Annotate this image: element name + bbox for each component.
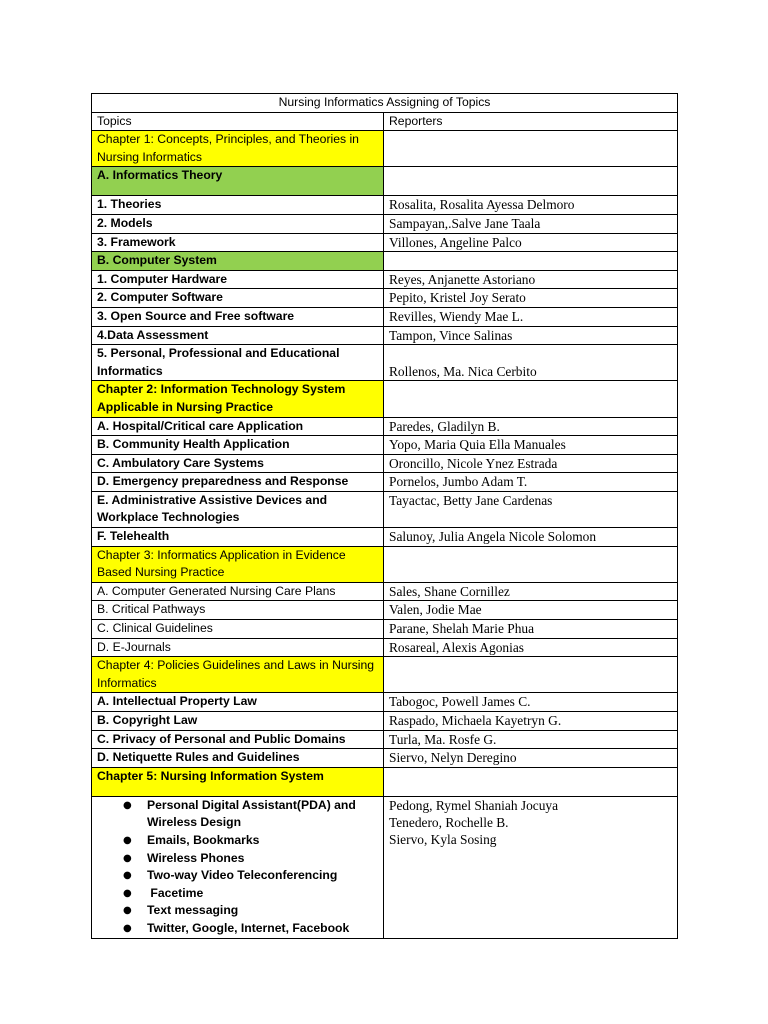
table-title: Nursing Informatics Assigning of Topics [92,94,678,113]
reporter-name: Tenedero, Rochelle B. [389,814,509,830]
reporter-cell: Revilles, Wiendy Mae L. [384,307,678,326]
section-row [92,252,678,271]
chapter-row [92,381,678,417]
topic-cell: A. Hospital/Critical care Application [92,417,384,436]
chapter-heading: Chapter 3: Informatics Application in Evidence Based Nursing Practice [92,546,384,582]
bullet-text: Wireless Phones [147,850,245,865]
table-row [92,528,678,547]
list-item [123,832,378,850]
table-row [92,417,678,436]
reporter-cell [384,167,678,196]
list-item [123,902,378,920]
bullet-text: Text messaging [147,903,239,918]
reporter-cell: Paredes, Gladilyn B. [384,417,678,436]
table-row [92,214,678,233]
table-row [92,730,678,749]
reporter-name: Siervo, Kyla Sosing [389,831,497,847]
bullet-icon: ● [123,905,132,917]
topic-cell: B. Community Health Application [92,436,384,455]
reporter-cell: Pornelos, Jumbo Adam T. [384,473,678,492]
topic-cell: 2. Models [92,214,384,233]
reporter-cell: Reyes, Anjanette Astoriano [384,270,678,289]
topic-cell: 1. Computer Hardware [92,270,384,289]
reporter-cell: Sampayan,.Salve Jane Taala [384,214,678,233]
reporter-cell: Rosalita, Rosalita Ayessa Delmoro [384,196,678,215]
chapter-row [92,131,678,167]
reporter-cell: Villones, Angeline Palco [384,233,678,252]
reporter-cell [384,657,678,693]
topic-cell: E. Administrative Assistive Devices and Workplace Technologies [92,491,384,527]
reporter-cell: Turla, Ma. Rosfe G. [384,730,678,749]
table-row [92,196,678,215]
reporter-cell [384,381,678,417]
bullet-text: Personal Digital Assistant(PDA) and Wireless Design [147,797,356,830]
table-row [92,345,678,381]
table-row [92,473,678,492]
reporters-header: Reporters [384,112,678,131]
list-item [123,920,378,938]
topic-cell: C. Clinical Guidelines [92,620,384,639]
bullet-icon: ● [123,887,132,899]
reporter-cell: Tampon, Vince Salinas [384,326,678,345]
reporter-cell: Valen, Jodie Mae [384,601,678,620]
reporter-cell: Raspado, Michaela Kayetryn G. [384,712,678,731]
section-heading: A. Informatics Theory [92,167,384,196]
bullet-icon: ● [123,922,132,934]
chapter-heading: Chapter 1: Concepts, Principles, and Theories in Nursing Informatics [92,131,384,167]
reporter-cell: Sales, Shane Cornillez [384,582,678,601]
bullet-list [97,797,378,938]
topic-cell: B. Copyright Law [92,712,384,731]
topic-cell: C. Privacy of Personal and Public Domains [92,730,384,749]
list-item [123,850,378,868]
reporter-cell: Oroncillo, Nicole Ynez Estrada [384,454,678,473]
topic-cell: 4.Data Assessment [92,326,384,345]
bullet-icon: ● [123,799,132,811]
topic-cell: A. Intellectual Property Law [92,693,384,712]
reporter-cell: Yopo, Maria Quia Ella Manuales [384,436,678,455]
reporter-cell [384,767,678,796]
section-heading: B. Computer System [92,252,384,271]
topic-cell: B. Critical Pathways [92,601,384,620]
topic-cell: 1. Theories [92,196,384,215]
reporter-cell: Tabogoc, Powell James C. [384,693,678,712]
section-row [92,167,678,196]
bullet-text: Two-way Video Teleconferencing [147,868,338,883]
reporter-cell [384,252,678,271]
table-header-row [92,112,678,131]
table-row [92,454,678,473]
chapter-row [92,767,678,796]
table-row [92,582,678,601]
table-row [92,712,678,731]
topic-cell: A. Computer Generated Nursing Care Plans [92,582,384,601]
bullet-text: Facetime [147,885,204,900]
table-row [92,233,678,252]
reporter-cell: Siervo, Nelyn Deregino [384,749,678,768]
table-row [92,289,678,308]
bullet-topics-cell [92,796,384,938]
topic-cell: C. Ambulatory Care Systems [92,454,384,473]
topic-cell: D. Netiquette Rules and Guidelines [92,749,384,768]
reporter-cell: Tayactac, Betty Jane Cardenas [384,491,678,527]
reporter-cluster-cell [384,796,678,938]
topic-cell: D. E-Journals [92,638,384,657]
topics-table [91,93,678,939]
topic-cell: 5. Personal, Professional and Educational Informatics [92,345,384,381]
topics-header: Topics [92,112,384,131]
table-title-row [92,94,678,113]
table-row [92,270,678,289]
bullet-text: Twitter, Google, Internet, Facebook [147,920,350,935]
topic-cell: 3. Open Source and Free software [92,307,384,326]
topic-cell: 3. Framework [92,233,384,252]
chapter-row [92,657,678,693]
reporter-name: Pedong, Rymel Shaniah Jocuya [389,797,559,813]
reporter-cell: Pepito, Kristel Joy Serato [384,289,678,308]
table-row [92,620,678,639]
table-row [92,601,678,620]
topic-cell: F. Telehealth [92,528,384,547]
chapter-heading: Chapter 2: Information Technology System Applicable in Nursing Practice [92,381,384,417]
table-row [92,307,678,326]
chapter-heading: Chapter 5: Nursing Information System [92,767,384,796]
bullet-icon: ● [123,870,132,882]
topic-cell: 2. Computer Software [92,289,384,308]
list-item [123,885,378,903]
bullet-text: Emails, Bookmarks [147,832,260,847]
bullet-topics-row [92,796,678,938]
reporter-cell: Salunoy, Julia Angela Nicole Solomon [384,528,678,547]
reporter-cell: Rollenos, Ma. Nica Cerbito [384,345,678,381]
chapter-row [92,546,678,582]
table-row [92,693,678,712]
list-item [123,867,378,885]
table-row [92,638,678,657]
bullet-icon: ● [123,834,132,846]
table-row [92,436,678,455]
table-row [92,749,678,768]
bullet-icon: ● [123,852,132,864]
chapter-heading: Chapter 4: Policies Guidelines and Laws in Nursing Informatics [92,657,384,693]
reporter-cell: Parane, Shelah Marie Phua [384,620,678,639]
table-row [92,326,678,345]
reporter-cell: Rosareal, Alexis Agonias [384,638,678,657]
table-row [92,491,678,527]
reporter-cell [384,131,678,167]
list-item [123,797,378,832]
reporter-cell [384,546,678,582]
topic-cell: D. Emergency preparedness and Response [92,473,384,492]
